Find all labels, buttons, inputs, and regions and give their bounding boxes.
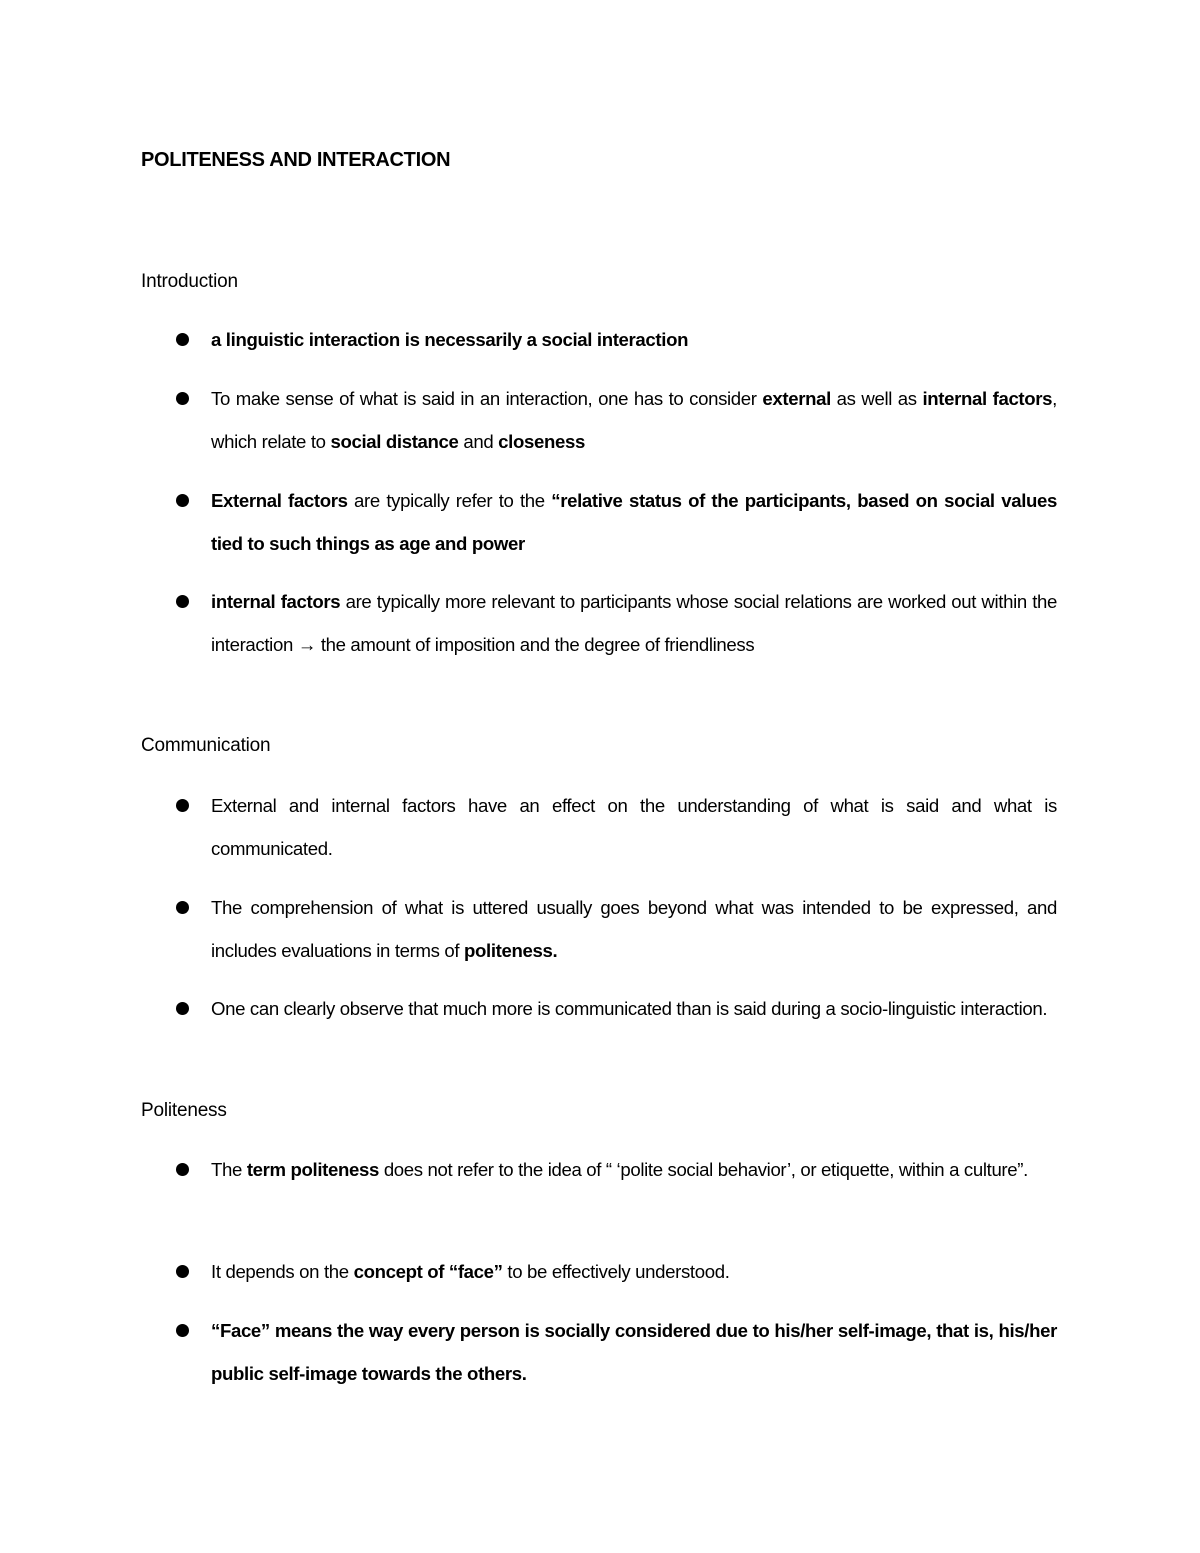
- list-item: internal factors are typically more relevant to participants whose social relations are worked out within the interaction → the amount of imposition and the degree of friendliness: [211, 580, 1057, 666]
- bullet-icon: [176, 1324, 189, 1337]
- bullet-icon: [176, 799, 189, 812]
- bullet-icon: [176, 1163, 189, 1176]
- bullet-icon: [176, 595, 189, 608]
- list-item: It depends on the concept of “face” to be effectively understood.: [211, 1250, 1057, 1293]
- bullet-icon: [176, 1002, 189, 1015]
- section-heading-politeness: Politeness: [141, 1100, 227, 1121]
- section-heading-introduction: Introduction: [141, 271, 238, 292]
- bullet-icon: [176, 392, 189, 405]
- list-item: The term politeness does not refer to the idea of “ ‘polite social behavior’, or etiquette, within a culture”.: [211, 1148, 1057, 1191]
- list-item: “Face” means the way every person is socially considered due to his/her self-image, that is, his/her public self-image towards the others.: [211, 1309, 1057, 1395]
- document-title: POLITENESS AND INTERACTION: [141, 149, 451, 171]
- list-item: One can clearly observe that much more is communicated than is said during a socio-linguistic interaction.: [211, 987, 1057, 1030]
- list-item: To make sense of what is said in an interaction, one has to consider external as well as internal factors, which relate to social distance and closeness: [211, 377, 1057, 463]
- bullet-icon: [176, 333, 189, 346]
- bullet-icon: [176, 1265, 189, 1278]
- list-item: The comprehension of what is uttered usually goes beyond what was intended to be expressed, and includes evaluations in terms of politeness.: [211, 886, 1057, 972]
- list-item: External factors are typically refer to the “relative status of the participants, based on social values tied to such things as age and power: [211, 479, 1057, 565]
- list-item: External and internal factors have an effect on the understanding of what is said and what is communicated.: [211, 784, 1057, 870]
- bullet-icon: [176, 494, 189, 507]
- section-heading-communication: Communication: [141, 735, 271, 756]
- list-item: a linguistic interaction is necessarily a social interaction: [211, 318, 1057, 361]
- bullet-icon: [176, 901, 189, 914]
